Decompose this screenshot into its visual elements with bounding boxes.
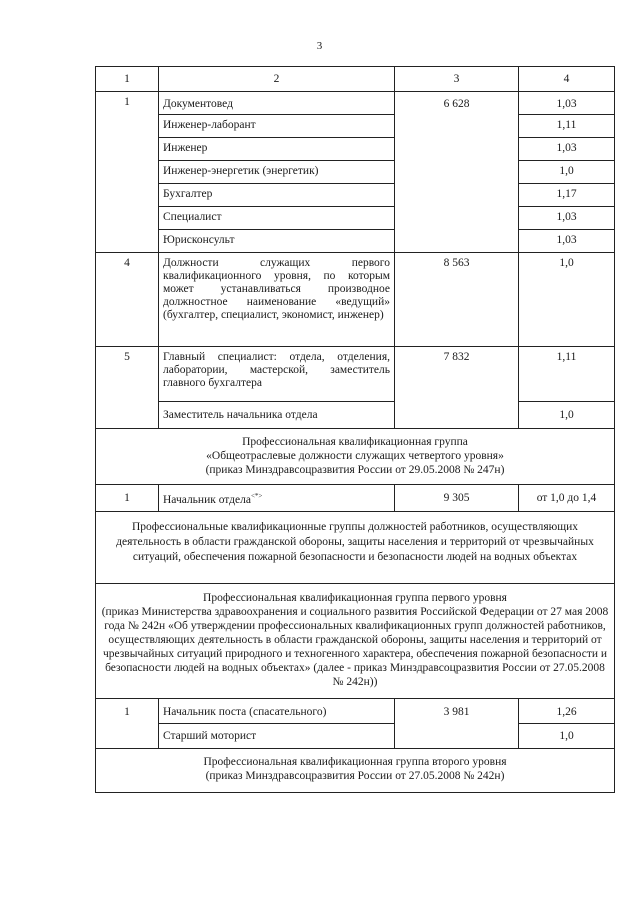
section-title: Профессиональная квалификационная группа второго уровня [203, 756, 507, 768]
coefficient-value: 1,03 [519, 230, 615, 253]
salary-value: 9 305 [395, 485, 519, 512]
salary-value: 3 981 [395, 699, 519, 749]
salary-value: 8 563 [395, 253, 519, 347]
section-fourth-level [96, 429, 615, 485]
table-row [96, 724, 615, 749]
section-row [96, 429, 615, 485]
salary-table [95, 66, 615, 793]
position-name: Инженер [159, 138, 395, 161]
row-number: 1 [96, 485, 159, 512]
position-name: Должности служащих первого квалификационного уровня, по которым может устанавливаться производное должностное наименование «ведущий» (бухгалтер, специалист, экономист, инженер) [159, 253, 395, 347]
coefficient-value: 1,0 [519, 402, 615, 429]
position-name-text: Начальник отдела [163, 493, 251, 506]
coefficient-value: 1,17 [519, 184, 615, 207]
salary-value: 7 832 [395, 347, 519, 429]
salary-value: 6 628 [395, 92, 519, 253]
section-row [96, 512, 615, 584]
coefficient-value: 1,11 [519, 347, 615, 402]
position-name: Главный специалист: отдела, отделения, лаборатории, мастерской, заместитель главного бухгалтера [159, 347, 395, 402]
section-row [96, 749, 615, 793]
section-subtitle: «Общеотраслевые должности служащих четвертого уровня» [206, 450, 504, 462]
coefficient-value: 1,0 [519, 724, 615, 749]
section-first-level [96, 584, 615, 699]
section-row [96, 584, 615, 699]
coefficient-value: 1,26 [519, 699, 615, 724]
position-name: Инженер-энергетик (энергетик) [159, 161, 395, 184]
coefficient-value: 1,0 [519, 253, 615, 347]
coefficient-value: 1,0 [519, 161, 615, 184]
table-row [96, 402, 615, 429]
column-header: 1 [96, 67, 159, 92]
position-name: Бухгалтер [159, 184, 395, 207]
section-title: Профессиональная квалификационная группа [242, 436, 468, 448]
position-name: Старший моторист [159, 724, 395, 749]
table-row [96, 485, 615, 512]
row-number: 1 [96, 699, 159, 749]
table-row [96, 253, 615, 347]
row-number: 5 [96, 347, 159, 429]
footnote-mark: <*> [250, 492, 263, 500]
table-row [96, 230, 615, 253]
section-order: (приказ Министерства здравоохранения и социального развития Российской Федерации от 27 мая 2008 года № 242н «Об утверждении профессиональных квалификационных групп должностей работников, осуществляющих деятельность в области гражданской обороны, защиты населения и территорий от чрезвычайных ситуаций природного и техногенного характера, обеспечения пожарной безопасности и безопасности людей на водных объектах» (далее - приказ Минздравсоцразвития России от 27.05.2008 № 242н)) [101, 606, 609, 688]
section-second-level [96, 749, 615, 793]
coefficient-value: 1,03 [519, 207, 615, 230]
section-civil-defense: Профессиональные квалификационные группы должностей работников, осуществляющих деятельность в области гражданской обороны, защиты населения и территорий от чрезвычайных ситуаций, обеспечения пожарной безопасности и безопасности людей на водных объектах [96, 512, 615, 584]
position-name: Специалист [159, 207, 395, 230]
table-row [96, 138, 615, 161]
column-header: 2 [159, 67, 395, 92]
row-number: 1 [96, 92, 159, 253]
table-header-row [96, 67, 615, 92]
position-name: Юрисконсульт [159, 230, 395, 253]
position-name [159, 485, 395, 512]
coefficient-value: 1,03 [519, 138, 615, 161]
table-row [96, 161, 615, 184]
coefficient-value: 1,03 [519, 92, 615, 115]
page-number: 3 [316, 40, 323, 52]
section-order: (приказ Минздравсоцразвития России от 29.05.2008 № 247н) [205, 464, 505, 476]
coefficient-value: 1,11 [519, 115, 615, 138]
position-name: Начальник поста (спасательного) [159, 699, 395, 724]
position-name: Инженер-лаборант [159, 115, 395, 138]
table-row [96, 184, 615, 207]
table-row [96, 207, 615, 230]
position-name: Документовед [159, 92, 395, 115]
column-header: 4 [519, 67, 615, 92]
table-row [96, 92, 615, 115]
row-number: 4 [96, 253, 159, 347]
coefficient-value: от 1,0 до 1,4 [519, 485, 615, 512]
section-order: (приказ Минздравсоцразвития России от 27.05.2008 № 242н) [205, 770, 505, 782]
column-header: 3 [395, 67, 519, 92]
table-row [96, 699, 615, 724]
section-title: Профессиональная квалификационная группа первого уровня [203, 592, 507, 604]
position-name: Заместитель начальника отдела [159, 402, 395, 429]
table-row [96, 347, 615, 402]
table-row [96, 115, 615, 138]
